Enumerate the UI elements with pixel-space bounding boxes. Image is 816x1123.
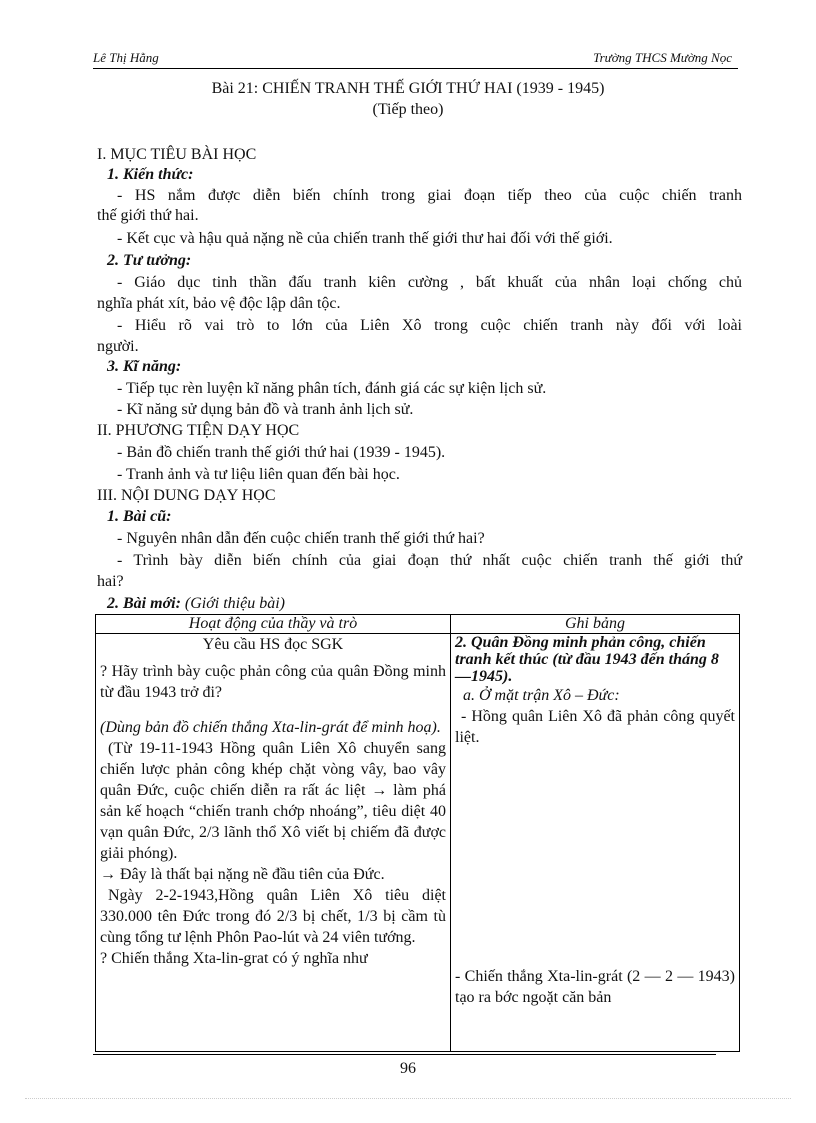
title-sub: (Tiếp theo) <box>372 101 444 118</box>
activity-map-note: (Dùng bản đồ chiến thắng Xta-lin-grát để minh hoạ). <box>100 719 441 736</box>
new-lesson-heading: 2. Bài mới: <box>107 595 181 612</box>
board-item-2: - Chiến thắng Xta-lin-grát (2 — 2 — 1943) tạo ra bớc ngoặt căn bản <box>455 968 735 1006</box>
knowledge-item-1b: thế giới thứ hai. <box>97 207 199 224</box>
table-header-row <box>96 615 740 634</box>
activity-conclusion: → Đây là thất bại nặng nề đầu tiên của Đức. <box>100 866 385 883</box>
lesson-title <box>0 78 816 120</box>
ideology-item-1b: nghĩa phát xít, bảo vệ độc lập dân tộc. <box>97 295 341 312</box>
board-subheading: a. Ở mặt trận Xô – Đức: <box>463 687 620 704</box>
old-lesson-question-2a: - Trình bày diễn biến chính của giai đoạn thứ nhất cuộc chiến tranh thế giới thứ <box>117 552 742 569</box>
board-item-1: - Hồng quân Liên Xô đã phản công quyết liệt. <box>455 708 735 746</box>
lesson-table <box>95 614 740 1052</box>
footer-rule <box>93 1054 716 1055</box>
ideology-item-2b: người. <box>97 338 139 355</box>
means-item-1: - Bản đồ chiến tranh thế giới thứ hai (1939 - 1945). <box>117 444 446 461</box>
page-number: 96 <box>400 1060 416 1077</box>
section-2-heading: II. PHƯƠNG TIỆN DẠY HỌC <box>97 422 300 439</box>
ideology-item-2a: - Hiểu rõ vai trò to lớn của Liên Xô trong cuộc chiến tranh này đối với loài <box>117 317 742 334</box>
new-lesson-note: (Giới thiệu bài) <box>184 595 285 612</box>
skills-item-1: - Tiếp tục rèn luyện kĩ năng phân tích, đánh giá các sự kiện lịch sử. <box>117 380 547 397</box>
old-lesson-heading: 1. Bài cũ: <box>107 508 172 525</box>
knowledge-item-1a: - HS nắm được diễn biến chính trong giai đoạn tiếp theo của cuộc chiến tranh <box>117 187 742 204</box>
board-cell <box>451 634 740 1052</box>
table-header-activities: Hoạt động của thầy và trò <box>96 615 451 634</box>
title-main: Bài 21: CHIẾN TRANH THẾ GIỚI THỨ HAI (1939 - 1945) <box>211 80 605 97</box>
table-row <box>96 634 740 1052</box>
page-bottom-dotted-rule <box>25 1098 791 1099</box>
old-lesson-question-2b: hai? <box>97 573 124 590</box>
knowledge-item-2: - Kết cục và hậu quả nặng nề của chiến tranh thế giới thư hai đối với thế giới. <box>117 230 613 247</box>
skills-item-2: - Kĩ năng sử dụng bản đồ và tranh ảnh lịch sử. <box>117 401 414 418</box>
knowledge-heading: 1. Kiến thức: <box>107 166 194 183</box>
board-heading: 2. Quân Đồng minh phản công, chiến tranh kết thúc (từ đầu 1943 đến tháng 8 —1945). <box>455 634 719 685</box>
activity-read-sgk: Yêu cầu HS đọc SGK <box>202 636 344 653</box>
skills-heading: 3. Kĩ năng: <box>107 358 182 375</box>
section-1-heading: I. MỤC TIÊU BÀI HỌC <box>97 146 257 163</box>
activities-cell <box>96 634 451 1052</box>
table-header-board: Ghi bảng <box>451 615 740 634</box>
activity-question-2: ? Chiến thắng Xta-lin-grat có ý nghĩa như <box>100 950 368 967</box>
header-school: Trường THCS Mường Nọc <box>593 50 732 65</box>
section-3-heading: III. NỘI DUNG DẠY HỌC <box>97 487 276 504</box>
ideology-heading: 2. Tư tưởng: <box>107 252 192 269</box>
page-header <box>93 50 738 69</box>
activity-stalingrad-detail: Ngày 2-2-1943,Hồng quân Liên Xô tiêu diệt 330.000 tên Đức trong đó 2/3 bị chết, 1/3 bị cầm tù cùng tổng tư lệnh Phôn Pao-lút và 24 viên tướng. <box>100 887 446 946</box>
header-author: Lê Thị Hằng <box>93 50 159 65</box>
ideology-item-1a: - Giáo dục tinh thần đấu tranh kiên cường , bất khuất của nhân loại chống chủ <box>117 274 742 291</box>
means-item-2: - Tranh ảnh và tư liệu liên quan đến bài học. <box>117 466 400 483</box>
new-lesson-line <box>97 594 752 614</box>
activity-question-1: ? Hãy trình bày cuộc phản công của quân Đồng minh từ đầu 1943 trở đi? <box>100 663 446 701</box>
old-lesson-question-1: - Nguyên nhân dẫn đến cuộc chiến tranh thế giới thứ hai? <box>117 530 485 547</box>
activity-explanation: (Từ 19-11-1943 Hồng quân Liên Xô chuyển sang chiến lược phản công khép chặt vòng vây, bao vây quân Đức, cuộc chiến diễn ra rất ác liệt → làm phá sản kế hoạch “chiến tranh chớp nhoáng”, tiêu diệt 40 vạn quân Đức, 2/3 lãnh thổ Xô viết bị chiếm đã được giải phóng). <box>100 740 446 862</box>
